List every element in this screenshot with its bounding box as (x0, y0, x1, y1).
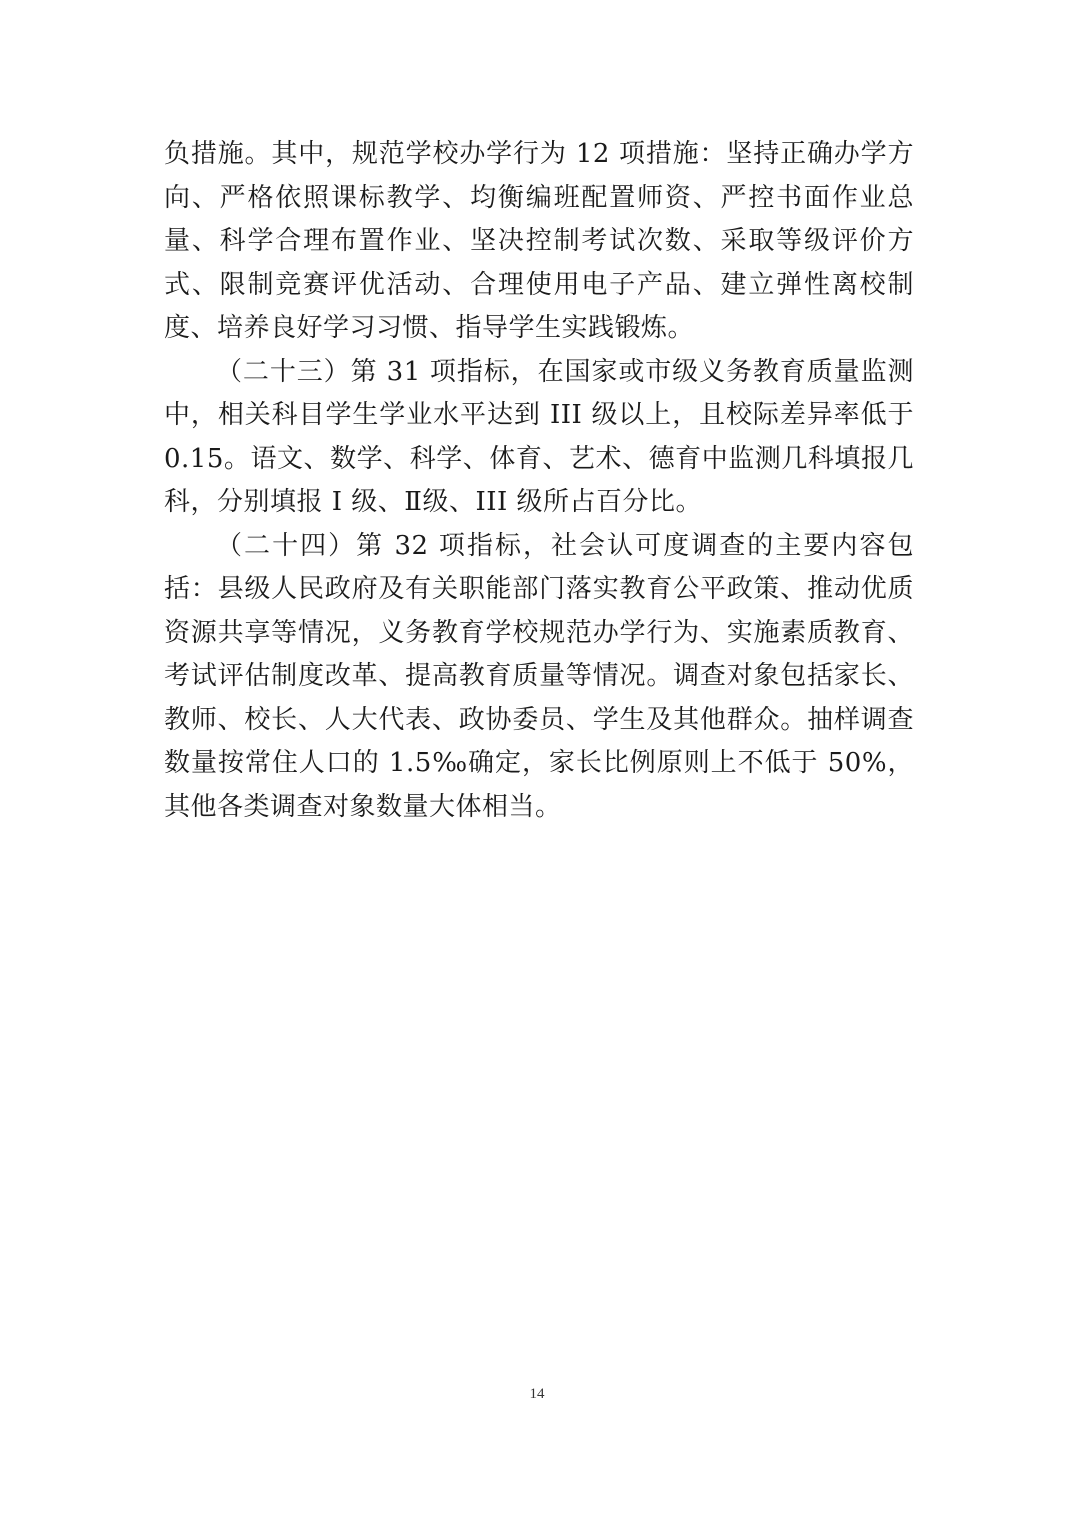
paragraph-continued-measures: 负措施。其中，规范学校办学行为 12 项措施：坚持正确办学方向、严格依照课标教学、均衡编班配置师资、严控书面作业总量、科学合理布置作业、坚决控制考试次数、采取等级评价方式、限制竞赛评优活动、合理使用电子产品、建立弹性离校制度、培养良好学习习惯、指导学生实践锻炼。 (164, 139, 914, 343)
paragraph-item-23: （二十三）第 31 项指标，在国家或市级义务教育质量监测中，相关科目学生学业水平达到 III 级以上，且校际差异率低于0.15。语文、数学、科学、体育、艺术、德育中监测几科填报几科，分别填报 I 级、Ⅱ级、III 级所占百分比。 (164, 356, 914, 517)
page-number: 14 (529, 1386, 545, 1402)
paragraph-item-24: （二十四）第 32 项指标，社会认可度调查的主要内容包括：县级人民政府及有关职能部门落实教育公平政策、推动优质资源共享等情况，义务教育学校规范办学行为、实施素质教育、考试评估制度改革、提高教育质量等情况。调查对象包括家长、教师、校长、人大代表、政协委员、学生及其他群众。抽样调查数量按常住人口的 1.5‰确定，家长比例原则上不低于 50%，其他各类调查对象数量大体相当。 (164, 530, 914, 822)
document-body (164, 133, 914, 829)
